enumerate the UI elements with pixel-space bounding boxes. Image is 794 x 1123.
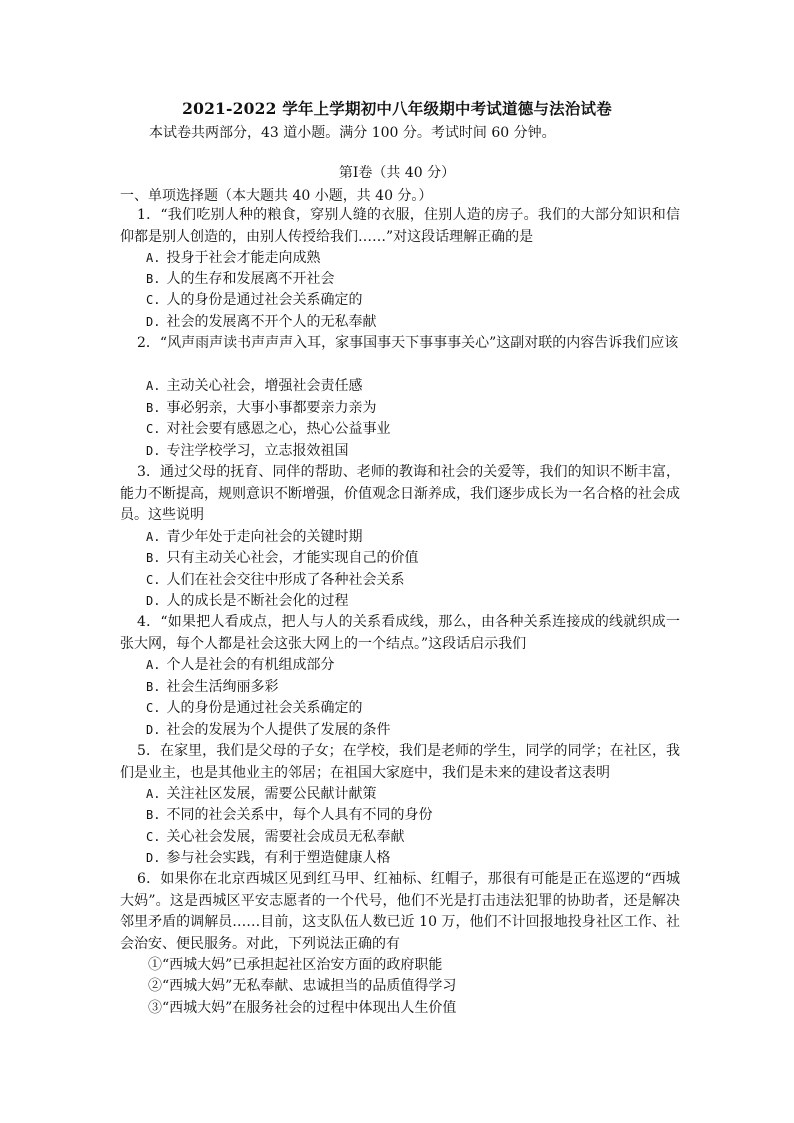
question-1-option-d[interactable] <box>146 312 376 333</box>
option-text: 关心社会发展，需要社会成员无私奉献 <box>166 829 405 845</box>
option-text: 主动关心社会，增强社会责任感 <box>166 378 363 394</box>
section-heading: 一、单项选择题（本大题共 40 小题，共 40 分。） <box>120 188 433 204</box>
question-1-option-a[interactable] <box>146 248 320 269</box>
question-4-option-b[interactable] <box>146 677 278 698</box>
question-3-option-b[interactable] <box>146 548 418 569</box>
question-3-stem: 3．通过父母的抚育、同伴的帮助、老师的教诲和社会的关爱等，我们的知识不断丰富，能力不断提高，规则意识不断增强，价值观念日渐养成，我们逐步成长为一名合格的社会成员。这些说明 <box>120 464 680 524</box>
option-text: 事必躬亲，大事小事都要亲力亲为 <box>166 400 377 416</box>
option-letter: B. <box>146 680 161 694</box>
exam-intro: 本试卷共两部分，43 道小题。满分 100 分。考试时间 60 分钟。 <box>149 125 556 141</box>
option-letter: C. <box>146 293 161 307</box>
question-6-statement-3[interactable] <box>148 998 456 1019</box>
option-text: 专注学校学习，立志报效祖国 <box>166 443 349 459</box>
question-6-statement-2[interactable] <box>148 976 456 997</box>
option-letter: A. <box>146 658 161 672</box>
statement-text: “西城大妈”在服务社会的过程中体现出人生价值 <box>162 1000 457 1016</box>
question-6-statement-1[interactable] <box>148 955 442 976</box>
option-letter: B. <box>146 272 161 286</box>
statement-text: “西城大妈”无私奉献、忠诚担当的品质值得学习 <box>162 978 457 994</box>
question-2-option-c[interactable] <box>146 419 390 440</box>
question-1-option-c[interactable] <box>146 290 362 311</box>
volume-heading: 第Ⅰ卷（共 40 分） <box>338 165 456 181</box>
option-letter: A. <box>146 379 161 393</box>
option-letter: C. <box>146 573 161 587</box>
option-text: 个人是社会的有机组成部分 <box>166 657 335 673</box>
option-text: 人的生存和发展离不开社会 <box>166 271 335 287</box>
option-letter: A. <box>146 251 161 265</box>
option-text: 人的身份是通过社会关系确定的 <box>166 292 363 308</box>
question-1-stem: 1．“我们吃别人种的粮食，穿别人缝的衣服，住别人造的房子。我们的大部分知识和信仰都是别人创造的，由别人传授给我们……”对这段话理解正确的是 <box>120 207 680 245</box>
question-6-stem: 6．如果你在北京西城区见到红马甲、红袖标、红帽子，那很有可能是正在巡逻的“西城大妈”。这是西城区平安志愿者的一个代号，他们不光是打击违法犯罪的协助者，还是解决邻里矛盾的调解员……目前，这支队伍人数已近 10 万，他们不计回报地投身社区工作、社会治安、便民服务。对此，下列说法正确的有 <box>120 871 680 952</box>
option-text: 青少年处于走向社会的关键时期 <box>166 529 363 545</box>
option-letter: B. <box>146 808 161 822</box>
statement-number: ② <box>148 978 162 994</box>
question-4-stem: 4．“如果把人看成点，把人与人的关系看成线，那么，由各种关系连接成的线就织成一张大网，每个人都是社会这张大网上的一个结点。”这段话启示我们 <box>120 614 680 652</box>
question-3-option-c[interactable] <box>146 570 404 591</box>
option-letter: D. <box>146 444 161 458</box>
option-text: 参与社会实践，有利于塑造健康人格 <box>166 850 391 866</box>
option-letter: B. <box>146 551 161 565</box>
statement-number: ① <box>148 957 162 973</box>
question-1-option-b[interactable] <box>146 269 334 290</box>
question-5-option-a[interactable] <box>146 784 376 805</box>
question-4-option-c[interactable] <box>146 698 362 719</box>
question-3-option-d[interactable] <box>146 591 348 612</box>
option-text: 人们在社会交往中形成了各种社会关系 <box>166 572 405 588</box>
option-letter: C. <box>146 701 161 715</box>
option-letter: C. <box>146 830 161 844</box>
question-3-option-a[interactable] <box>146 527 362 548</box>
statement-number: ③ <box>148 1000 162 1016</box>
question-5-option-c[interactable] <box>146 827 404 848</box>
option-text: 只有主动关心社会，才能实现自己的价值 <box>166 550 419 566</box>
option-letter: A. <box>146 530 161 544</box>
question-5-option-d[interactable] <box>146 848 390 869</box>
option-text: 社会的发展为个人提供了发展的条件 <box>166 722 391 738</box>
option-letter: D. <box>146 594 161 608</box>
option-text: 关注社区发展，需要公民献计献策 <box>166 786 377 802</box>
option-letter: D. <box>146 851 161 865</box>
statement-text: “西城大妈”已承担起社区治安方面的政府职能 <box>162 957 443 973</box>
option-letter: D. <box>146 315 161 329</box>
option-text: 不同的社会关系中，每个人具有不同的身份 <box>166 807 433 823</box>
option-text: 人的成长是不断社会化的过程 <box>166 593 349 609</box>
question-2-option-b[interactable] <box>146 398 376 419</box>
option-letter: A. <box>146 787 161 801</box>
option-letter: D. <box>146 723 161 737</box>
option-letter: B. <box>146 401 161 415</box>
option-text: 社会生活绚丽多彩 <box>166 679 279 695</box>
option-text: 人的身份是通过社会关系确定的 <box>166 700 363 716</box>
exam-title: 2021-2022 学年上学期初中八年级期中考试道德与法治试卷 <box>182 99 612 118</box>
question-4-option-d[interactable] <box>146 720 390 741</box>
question-2-stem: 2．“风声雨声读书声声声入耳，家事国事天下事事事关心”这副对联的内容告诉我们应该 <box>137 335 679 351</box>
option-text: 投身于社会才能走向成熟 <box>166 250 321 266</box>
option-letter: C. <box>146 422 161 436</box>
option-text: 对社会要有感恩之心，热心公益事业 <box>166 421 391 437</box>
question-4-option-a[interactable] <box>146 655 334 676</box>
question-5-stem: 5．在家里，我们是父母的子女；在学校，我们是老师的学生，同学的同学；在社区，我们是业主，也是其他业主的邻居；在祖国大家庭中，我们是未来的建设者这表明 <box>120 743 680 781</box>
option-text: 社会的发展离不开个人的无私奉献 <box>166 314 377 330</box>
question-2-option-a[interactable] <box>146 376 362 397</box>
question-5-option-b[interactable] <box>146 805 432 826</box>
question-2-option-d[interactable] <box>146 441 348 462</box>
